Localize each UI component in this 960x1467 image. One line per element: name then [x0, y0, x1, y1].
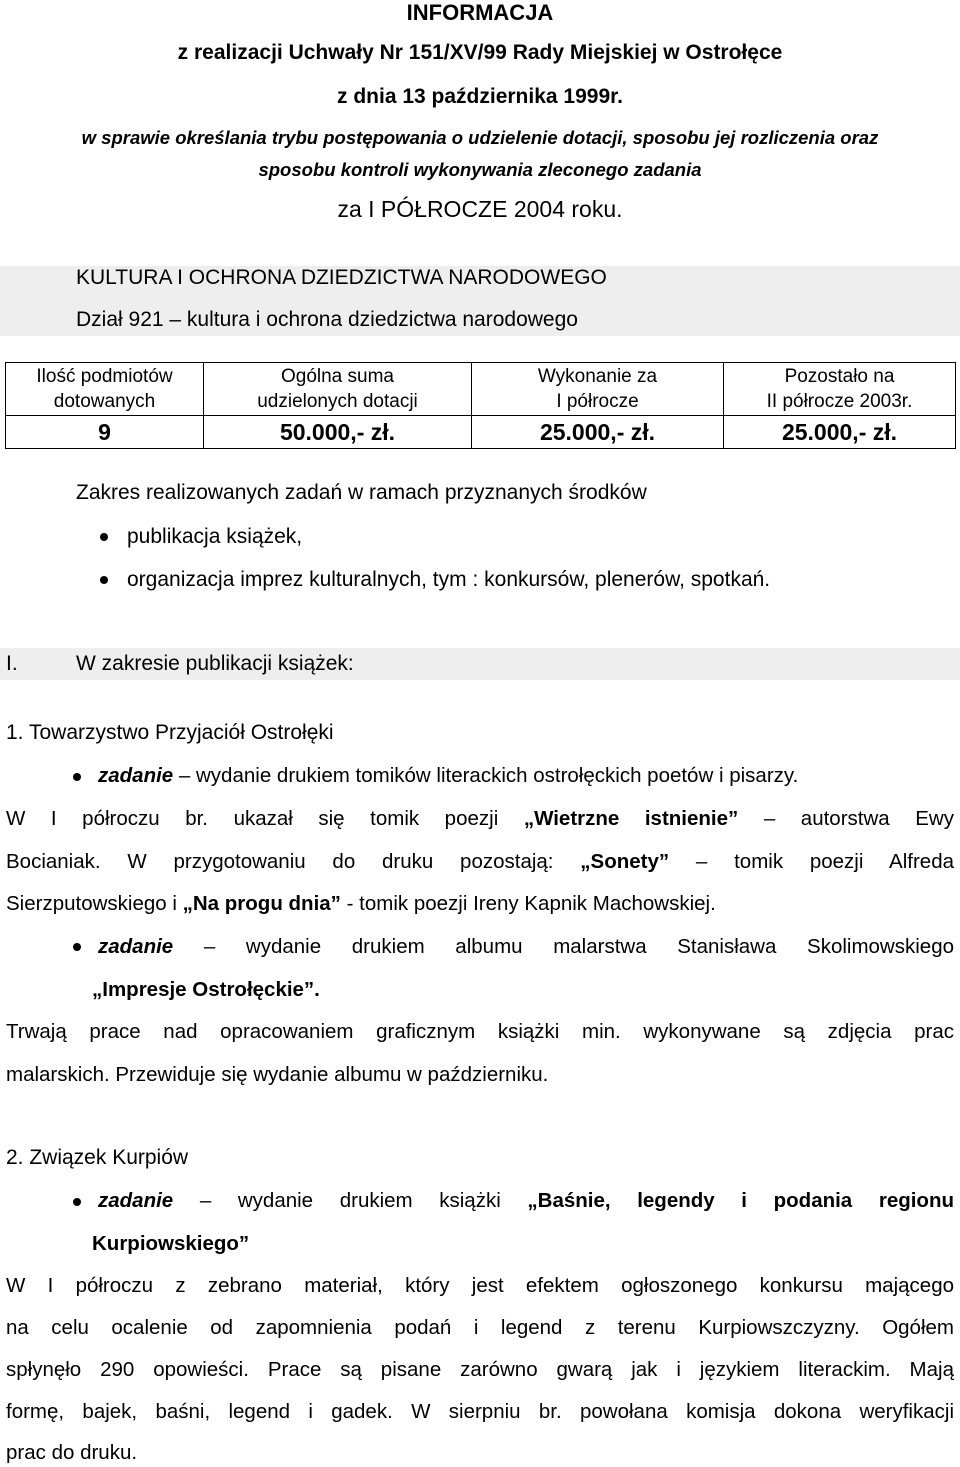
- task-label: zadanie: [98, 764, 174, 787]
- org2-paragraph-line: spłynęło 290 opowieści. Prace są pisane zarówno gwarą jak i językiem literackim. Mają: [6, 1358, 954, 1381]
- document-title: INFORMACJA: [406, 0, 554, 25]
- text-span: Sierzputowskiego i: [6, 892, 177, 915]
- book-title: „Sonety”: [580, 850, 670, 873]
- bullet-icon: [73, 773, 81, 781]
- header-cell-line: II półrocze 2003r.: [766, 391, 913, 412]
- org1-task1: [98, 762, 798, 790]
- book-title: „Wietrzne istnienie”: [523, 807, 739, 830]
- bullet-icon: [73, 943, 81, 951]
- task-label: zadanie: [98, 1189, 174, 1212]
- header-cell-line: Wykonanie za: [537, 366, 658, 387]
- org1-paragraph-line: malarskich. Przewiduje się wydanie albumu w październiku.: [6, 1063, 549, 1086]
- text-span: W I półroczu br. ukazał się tomik poezji: [6, 807, 499, 830]
- scope-item: organizacja imprez kulturalnych, tym : konkursów, plenerów, spotkań.: [127, 568, 771, 591]
- text-span: - tomik poezji Ireny Kapnik Machowskiej.: [346, 892, 716, 915]
- part-number: I.: [6, 652, 18, 675]
- resolution-date: z dnia 13 października 1999r.: [337, 85, 623, 108]
- header-cell: [724, 363, 956, 416]
- text-span: Bocianiak. W przygotowaniu do druku pozostają:: [6, 850, 554, 873]
- org2-paragraph-line: prac do druku.: [6, 1441, 138, 1464]
- book-title: „Baśnie, legendy i podania regionu: [527, 1189, 954, 1212]
- period-text: za I PÓŁROCZE 2004 roku.: [337, 196, 623, 222]
- resolution-line: z realizacji Uchwały Nr 151/XV/99 Rady Miejskiej w Ostrołęce: [177, 41, 783, 64]
- text-span: – tomik poezji Alfreda: [695, 850, 954, 873]
- scope-heading: Zakres realizowanych zadań w ramach przyznanych środków: [76, 481, 647, 504]
- summary-value-row: [6, 416, 956, 449]
- org2-paragraph-line: na celu ocalenie od zapomnienia podań i legend z terenu Kurpiowszczyzny. Ogółem: [6, 1316, 954, 1339]
- division-heading: Dział 921 – kultura i ochrona dziedzictwa narodowego: [76, 308, 578, 331]
- org1-task2: [98, 933, 954, 961]
- header-cell: [6, 363, 204, 416]
- part-heading: W zakresie publikacji książek:: [76, 652, 354, 675]
- summary-table: [5, 362, 956, 449]
- task-text: – wydanie drukiem tomików literackich ostrołęckich poetów i pisarzy.: [178, 764, 799, 787]
- subject-line-2: sposobu kontroli wykonywania zleconego zadania: [258, 159, 702, 180]
- org2-heading: 2. Związek Kurpiów: [6, 1146, 189, 1169]
- book-title: Kurpiowskiego”: [92, 1232, 250, 1255]
- org2-paragraph-line: W I półroczu z zebrano materiał, który jest efektem ogłoszonego konkursu mającego: [6, 1274, 954, 1297]
- header-cell-line: I półrocze: [556, 391, 639, 412]
- section-heading: KULTURA I OCHRONA DZIEDZICTWA NARODOWEGO: [76, 266, 607, 289]
- value-cell: 25.000,- zł.: [724, 416, 956, 449]
- bullet-icon: [73, 1198, 81, 1206]
- org1-heading: 1. Towarzystwo Przyjaciół Ostrołęki: [6, 721, 334, 744]
- header-cell-line: udzielonych dotacji: [257, 391, 418, 412]
- org1-paragraph-line: [6, 848, 954, 876]
- header-cell: [204, 363, 472, 416]
- header-cell-line: Pozostało na: [784, 366, 895, 387]
- value-cell: 9: [6, 416, 204, 449]
- org1-paragraph-line: Trwają prace nad opracowaniem graficznym książki min. wykonywane są zdjęcia prac: [6, 1020, 954, 1043]
- value-cell: 50.000,- zł.: [204, 416, 472, 449]
- value-cell: 25.000,- zł.: [472, 416, 724, 449]
- task-label: zadanie: [98, 935, 174, 958]
- header-cell: [472, 363, 724, 416]
- header-cell-line: Ilość podmiotów: [36, 366, 173, 387]
- period-line: [0, 194, 960, 224]
- header-cell-line: Ogólna suma: [280, 366, 394, 387]
- summary-header-row: [6, 363, 956, 416]
- task-text: – wydanie drukiem książki: [199, 1189, 501, 1212]
- scope-item: publikacja książek,: [127, 525, 303, 548]
- bullet-icon: [100, 576, 108, 584]
- text-span: – autorstwa Ewy: [763, 807, 954, 830]
- task-text: – wydanie drukiem albumu malarstwa Stanisława Skolimowskiego: [203, 935, 954, 958]
- book-title: „Impresje Ostrołęckie”.: [92, 978, 320, 1001]
- subject-line-1: w sprawie określania trybu postępowania o udzielenie dotacji, sposobu jej rozliczenia oraz: [81, 127, 879, 148]
- bullet-icon: [100, 533, 108, 541]
- book-title: „Na progu dnia”: [182, 892, 341, 915]
- org2-paragraph-line: formę, bajek, baśni, legend i gadek. W sierpniu br. powołana komisja dokona weryfikacji: [6, 1400, 954, 1423]
- org1-paragraph-line: [6, 805, 954, 833]
- org2-task: [98, 1187, 954, 1215]
- header-cell-line: dotowanych: [53, 391, 156, 412]
- org1-paragraph-line: [6, 890, 716, 918]
